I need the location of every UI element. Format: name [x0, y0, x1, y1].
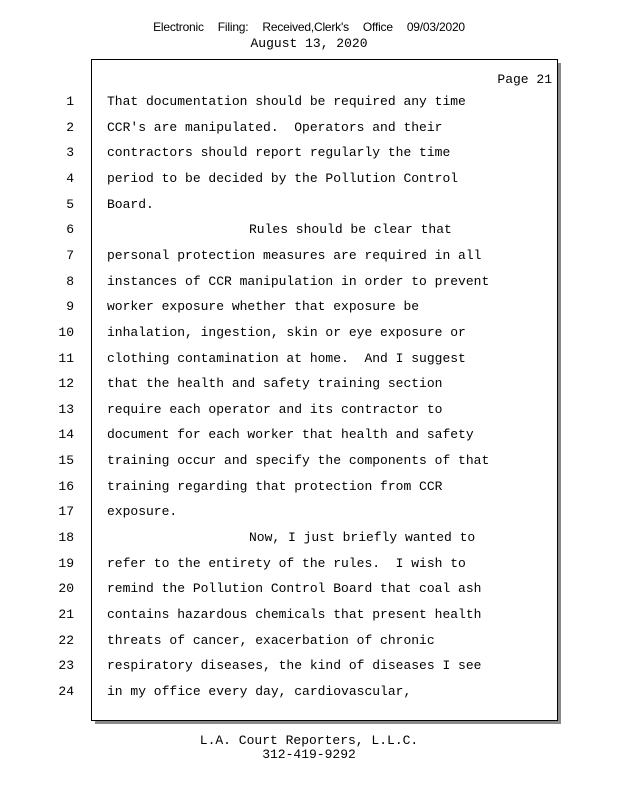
- transcript-line: [58, 504, 557, 524]
- line-number: 14: [58, 427, 74, 443]
- line-text: clothing contamination at home. And I suggest: [107, 350, 466, 366]
- filing-part: Filing:: [217, 20, 249, 34]
- transcript-line: [66, 222, 557, 242]
- line-number: 3: [66, 145, 74, 161]
- line-number: 4: [66, 170, 74, 186]
- line-text: worker exposure whether that exposure be: [107, 299, 420, 315]
- transcript-line: [58, 401, 557, 422]
- footer-company: L.A. Court Reporters, L.L.C.: [199, 733, 419, 748]
- transcript-line: [58, 376, 557, 396]
- line-text: CCR's are manipulated. Operators and their: [107, 119, 443, 135]
- transcript-line: [66, 196, 557, 217]
- line-number: 18: [58, 530, 74, 546]
- transcript-line: [66, 145, 557, 165]
- line-number: 2: [66, 119, 74, 135]
- filing-part: Office: [362, 20, 393, 34]
- transcript-line: [66, 299, 557, 319]
- transcript-line: [58, 350, 557, 371]
- transcript-line: [58, 683, 557, 704]
- line-number: 1: [66, 94, 74, 109]
- line-number: 24: [58, 683, 74, 699]
- line-number: 9: [66, 299, 74, 315]
- line-text: threats of cancer, exacerbation of chronic: [107, 632, 435, 648]
- line-text: period to be decided by the Pollution Control: [107, 170, 459, 186]
- transcript-line: [58, 632, 557, 653]
- line-number: 7: [66, 247, 74, 263]
- line-number: 17: [58, 504, 74, 520]
- transcript-line: [58, 530, 557, 550]
- line-text: inhalation, ingestion, skin or eye exposure or: [107, 324, 466, 340]
- transcript-line: [58, 607, 557, 627]
- footer-phone: 312-419-9292: [262, 747, 356, 762]
- line-number: 20: [58, 581, 74, 597]
- transcript-line: [58, 658, 557, 678]
- transcript-line: [66, 119, 557, 140]
- line-number: 19: [58, 555, 74, 571]
- line-text: training occur and specify the components of that: [107, 453, 490, 469]
- filing-part: Electronic: [153, 20, 204, 34]
- line-number: 16: [58, 478, 74, 494]
- transcript-line: [66, 273, 557, 294]
- transcript-page: [58, 59, 558, 721]
- line-number: 8: [66, 273, 74, 289]
- line-text: in my office every day, cardiovascular,: [107, 683, 412, 699]
- line-text: Now, I just briefly wanted to: [249, 530, 476, 546]
- line-text: that the health and safety training section: [107, 376, 443, 392]
- line-text: refer to the entirety of the rules. I wish to: [107, 555, 466, 571]
- line-number: 13: [58, 401, 74, 417]
- line-text: contractors should report regularly the time: [107, 145, 451, 161]
- line-text: document for each worker that health and safety: [107, 427, 474, 443]
- transcript-line: [58, 555, 557, 576]
- line-text: exposure.: [107, 504, 178, 520]
- transcript-line: [66, 170, 557, 191]
- transcript-line: [58, 324, 557, 345]
- transcript-line: [58, 427, 557, 447]
- line-number: 15: [58, 453, 74, 469]
- line-number: 23: [58, 658, 74, 674]
- line-text: require each operator and its contractor to: [107, 401, 443, 417]
- line-number: 22: [58, 632, 74, 648]
- line-number: 11: [58, 350, 74, 366]
- line-number: 5: [66, 196, 74, 212]
- filing-part: Received,Clerk's: [262, 20, 349, 34]
- line-text: training regarding that protection from CCR: [107, 478, 443, 494]
- transcript-date: August 13, 2020: [250, 36, 368, 51]
- line-text: Board.: [107, 196, 154, 212]
- line-text: contains hazardous chemicals that present health: [107, 607, 482, 622]
- line-text: personal protection measures are required in all: [107, 247, 482, 263]
- line-text: Rules should be clear that: [249, 222, 452, 238]
- transcript-line: [58, 453, 557, 473]
- line-text: That documentation should be required any time: [107, 94, 466, 109]
- line-text: respiratory diseases, the kind of diseases I see: [107, 658, 482, 674]
- line-number: 10: [58, 324, 74, 340]
- transcript-line: [66, 94, 557, 114]
- line-text: remind the Pollution Control Board that coal ash: [107, 581, 482, 597]
- electronic-filing-stamp: [0, 20, 618, 34]
- page-number: Page 21: [497, 72, 552, 87]
- filing-part: 09/03/2020: [406, 20, 465, 34]
- line-number: 12: [58, 376, 74, 392]
- transcript-line: [58, 581, 557, 601]
- line-number: 21: [58, 607, 74, 622]
- line-number: 6: [66, 222, 74, 238]
- transcript-line: [58, 478, 557, 499]
- transcript-line: [66, 247, 557, 268]
- line-text: instances of CCR manipulation in order to prevent: [107, 273, 490, 289]
